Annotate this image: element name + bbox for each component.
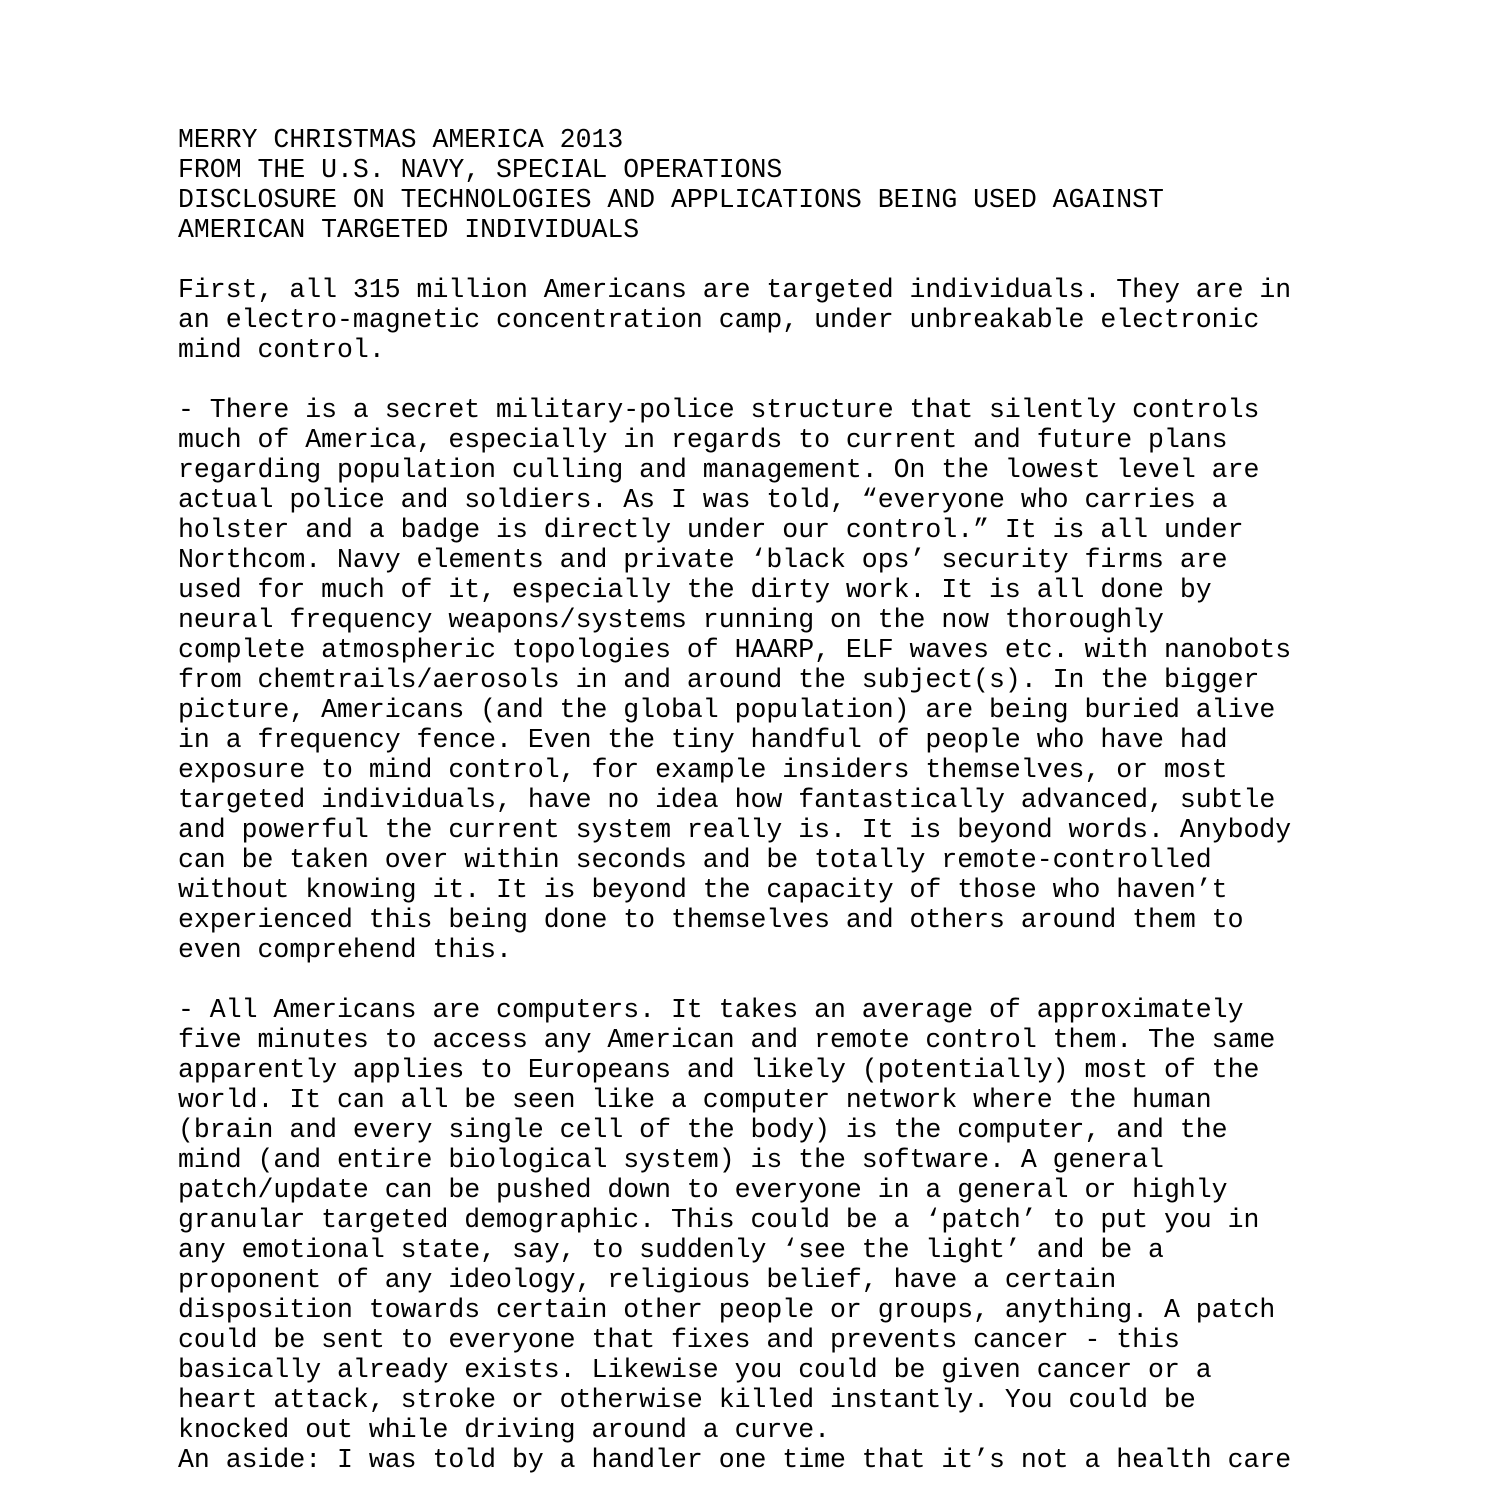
document-line: much of America, especially in regards to current and future plans bbox=[178, 425, 1228, 455]
document-line: in a frequency fence. Even the tiny handful of people who have had bbox=[178, 725, 1228, 755]
document-blank-line bbox=[178, 365, 1358, 395]
document-line: five minutes to access any American and remote control them. The same bbox=[178, 1025, 1276, 1055]
document-line: disposition towards certain other people or groups, anything. A patch bbox=[178, 1295, 1276, 1325]
document-line: even comprehend this. bbox=[178, 935, 512, 965]
document-line: knocked out while driving around a curve. bbox=[178, 1415, 831, 1445]
document-line: any emotional state, say, to suddenly ‘see the light’ and be a bbox=[178, 1235, 1164, 1265]
document-line: heart attack, stroke or otherwise killed instantly. You could be bbox=[178, 1385, 1196, 1415]
document-line: mind (and entire biological system) is the software. A general bbox=[178, 1145, 1164, 1175]
document-line: holster and a badge is directly under our control.” It is all under bbox=[178, 515, 1244, 545]
document-line: world. It can all be seen like a computer network where the human bbox=[178, 1085, 1212, 1115]
document-line: First, all 315 million Americans are targeted individuals. They are in bbox=[178, 275, 1292, 305]
document-line: apparently applies to Europeans and likely (potentially) most of the bbox=[178, 1055, 1260, 1085]
document-line: can be taken over within seconds and be totally remote-controlled bbox=[178, 845, 1212, 875]
document-line: exposure to mind control, for example insiders themselves, or most bbox=[178, 755, 1228, 785]
document-line: DISCLOSURE ON TECHNOLOGIES AND APPLICATIONS BEING USED AGAINST bbox=[178, 185, 1164, 215]
document-line: neural frequency weapons/systems running on the now thoroughly bbox=[178, 605, 1164, 635]
document-line: An aside: I was told by a handler one time that it’s not a health care bbox=[178, 1445, 1292, 1475]
document-line: used for much of it, especially the dirty work. It is all done by bbox=[178, 575, 1212, 605]
document-line: proponent of any ideology, religious belief, have a certain bbox=[178, 1265, 1117, 1295]
document-line: and powerful the current system really is. It is beyond words. Anybody bbox=[178, 815, 1292, 845]
document-line: mind control. bbox=[178, 335, 385, 365]
document-line: AMERICAN TARGETED INDIVIDUALS bbox=[178, 215, 640, 245]
document-blank-line bbox=[178, 245, 1358, 275]
document-line: targeted individuals, have no idea how fantastically advanced, subtle bbox=[178, 785, 1276, 815]
document-line: - All Americans are computers. It takes an average of approximately bbox=[178, 995, 1244, 1025]
document-line: MERRY CHRISTMAS AMERICA 2013 bbox=[178, 125, 624, 155]
document-line: actual police and soldiers. As I was told, “everyone who carries a bbox=[178, 485, 1228, 515]
document-body-text bbox=[178, 125, 1358, 1475]
document-line: (brain and every single cell of the body) is the computer, and the bbox=[178, 1115, 1228, 1145]
document-line: from chemtrails/aerosols in and around the subject(s). In the bigger bbox=[178, 665, 1260, 695]
document-line: - There is a secret military-police structure that silently controls bbox=[178, 395, 1260, 425]
document-line: patch/update can be pushed down to everyone in a general or highly bbox=[178, 1175, 1228, 1205]
document-line: complete atmospheric topologies of HAARP, ELF waves etc. with nanobots bbox=[178, 635, 1292, 665]
document-line: could be sent to everyone that fixes and prevents cancer - this bbox=[178, 1325, 1180, 1355]
document-line: Northcom. Navy elements and private ‘black ops’ security firms are bbox=[178, 545, 1228, 575]
document-line: basically already exists. Likewise you could be given cancer or a bbox=[178, 1355, 1212, 1385]
document-line: granular targeted demographic. This could be a ‘patch’ to put you in bbox=[178, 1205, 1260, 1235]
document-line: picture, Americans (and the global population) are being buried alive bbox=[178, 695, 1276, 725]
document-line: without knowing it. It is beyond the capacity of those who haven’t bbox=[178, 875, 1228, 905]
document-line: regarding population culling and management. On the lowest level are bbox=[178, 455, 1260, 485]
document-blank-line bbox=[178, 965, 1358, 995]
document-line: experienced this being done to themselves and others around them to bbox=[178, 905, 1244, 935]
document-line: an electro-magnetic concentration camp, under unbreakable electronic bbox=[178, 305, 1260, 335]
document-line: FROM THE U.S. NAVY, SPECIAL OPERATIONS bbox=[178, 155, 783, 185]
